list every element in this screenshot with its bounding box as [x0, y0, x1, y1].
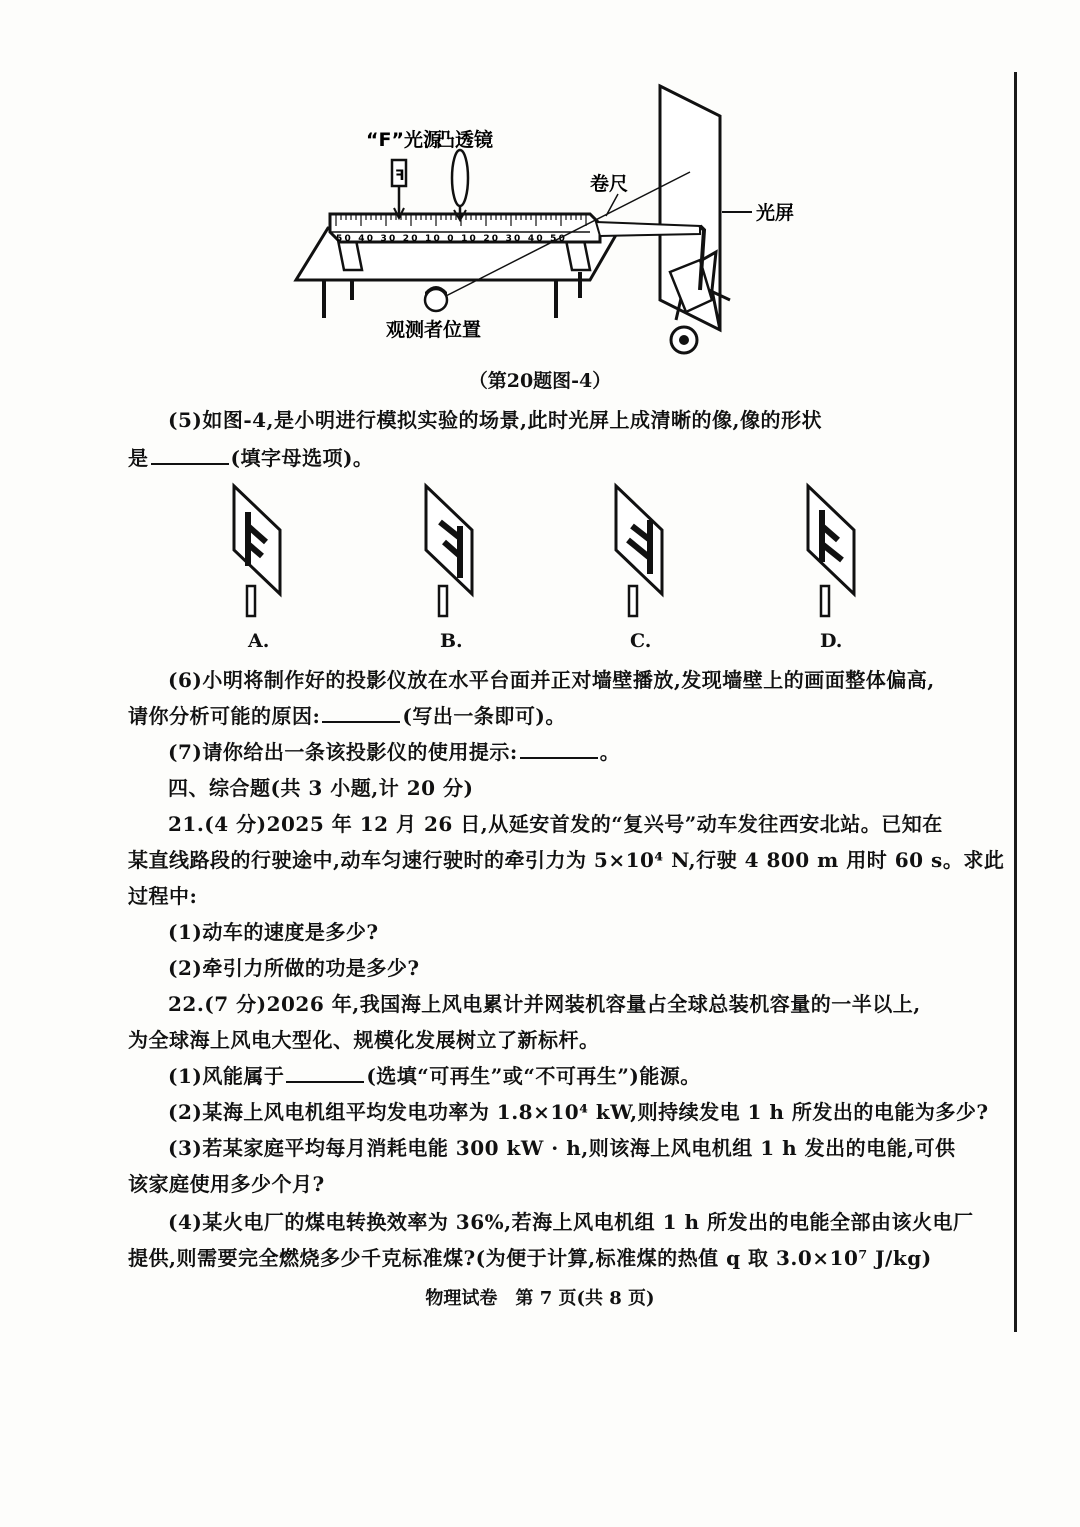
section4-title: 四、综合题(共 3 小题,计 20 分) [168, 776, 474, 800]
page-footer: 物理试卷 第 7 页(共 8 页) [425, 1288, 655, 1309]
q22-sub1-pre: (1)风能属于 [168, 1064, 285, 1088]
figure-caption: （第20题图-4） [468, 370, 612, 392]
q22-sub1-post: (选填“可再生”或“不可再生”)能源。 [366, 1064, 701, 1088]
q22-sub3-line2: 该家庭使用多少个月? [128, 1172, 325, 1196]
q21-line3: 过程中: [128, 884, 198, 908]
option-a-sign [234, 486, 280, 616]
option-c-label: C. [630, 630, 652, 652]
q22-sub3-line1: (3)若某家庭平均每月消耗电能 300 kW · h,则该海上风电机组 1 h 发出的电能,可供 [168, 1136, 956, 1160]
q22-line1: 22.(7 分)2026 年,我国海上风电累计并网装机容量占全球总装机容量的一半以上, [168, 992, 921, 1016]
q21-line1: 21.(4 分)2025 年 12 月 26 日,从延安首发的“复兴号”动车发往西安北站。已知在 [168, 812, 943, 836]
q22-sub1 [168, 1060, 701, 1089]
q21-sub2: (2)牵引力所做的功是多少? [168, 956, 420, 980]
q20-p6-line1: (6)小明将制作好的投影仪放在水平台面并正对墙壁播放,发现墙壁上的画面整体偏高, [168, 668, 935, 692]
q22-sub4-line1: (4)某火电厂的煤电转换效率为 36%,若海上风电机组 1 h 所发出的电能全部由该火电厂 [168, 1210, 974, 1234]
q20-p6-pre: 请你分析可能的原因: [128, 704, 321, 728]
q20-p7-line [168, 736, 620, 765]
q20-p7-pre: (7)请你给出一条该投影仪的使用提示: [168, 740, 518, 764]
option-c-sign [616, 486, 662, 616]
q20-p6-post: (写出一条即可)。 [402, 704, 566, 728]
option-b-sign [426, 486, 472, 616]
q20-p5-post: (填字母选项)。 [230, 446, 374, 470]
label-lens: 凸透镜 [436, 129, 494, 151]
q20-p6-answer-blank [322, 703, 400, 723]
q20-p5-line1: (5)如图-4,是小明进行模拟实验的场景,此时光屏上成清晰的像,像的形状 [168, 408, 822, 432]
label-observer: 观测者位置 [386, 319, 482, 341]
option-a-label: A. [248, 630, 270, 652]
q20-p6-line2 [128, 700, 566, 729]
label-tape: 卷尺 [590, 173, 629, 195]
label-screen: 光屏 [756, 202, 795, 224]
convex-lens [452, 150, 468, 206]
option-b-label: B. [440, 630, 463, 652]
q22-sub1-answer-blank [286, 1063, 364, 1083]
q20-p5-answer-blank [151, 445, 229, 465]
q22-sub2: (2)某海上风电机组平均发电功率为 1.8×10⁴ kW,则持续发电 1 h 所发出的电能为多少? [168, 1100, 989, 1124]
ruler-scale-text: 50 40 30 20 10 0 10 20 30 40 50 [336, 234, 568, 244]
q20-p5-pre: 是 [128, 446, 149, 470]
option-signs [0, 470, 1080, 640]
q22-line2: 为全球海上风电大型化、规模化发展树立了新标杆。 [128, 1028, 600, 1052]
q21-line2: 某直线路段的行驶途中,动车匀速行驶时的牵引力为 5×10⁴ N,行驶 4 800 m 用时 60 s。求此 [128, 848, 1005, 872]
q20-p7-post: 。 [599, 740, 621, 764]
q20-p5-line2 [128, 442, 373, 471]
label-light-source: “F”光源 [366, 129, 442, 151]
option-d-sign [808, 486, 854, 616]
option-d-label: D. [820, 630, 843, 652]
q20-p7-answer-blank [520, 739, 598, 759]
svg-text:ꟻ: ꟻ [395, 168, 405, 184]
q21-sub1: (1)动车的速度是多少? [168, 920, 379, 944]
optical-bench-figure [0, 0, 1080, 370]
q22-sub4-line2: 提供,则需要完全燃烧多少千克标准煤?(为便于计算,标准煤的热值 q 取 3.0×10⁷ J/kg) [128, 1246, 932, 1270]
